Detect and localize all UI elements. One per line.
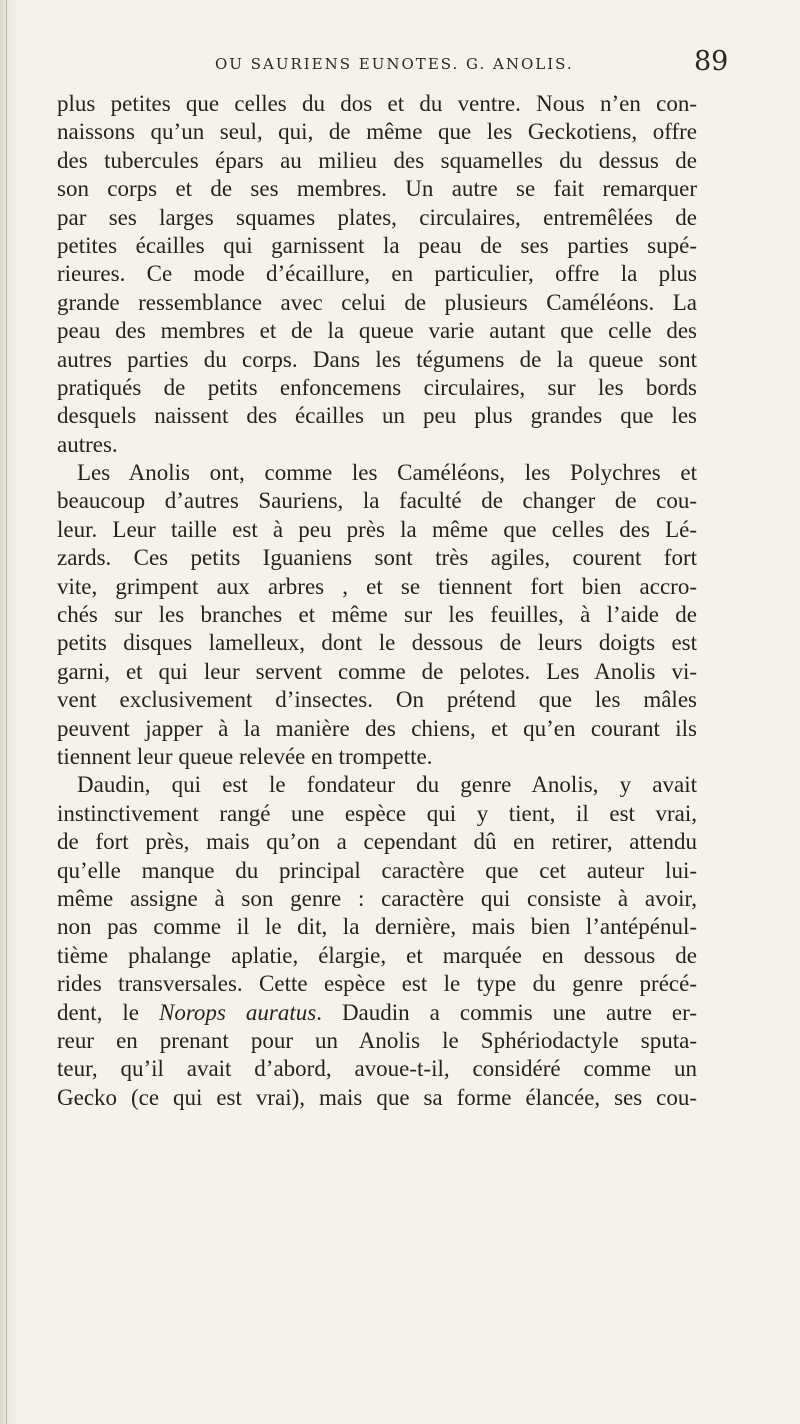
text-line: desquels naissent des écailles un peu plus grandes que les <box>57 403 697 429</box>
text-line: pratiqués de petits enfoncemens circulaires, sur les bords <box>57 374 697 400</box>
text-line: non pas comme il le dit, la dernière, mais bien l’antépénul- <box>57 914 697 940</box>
text-line: naissons qu’un seul, qui, de même que les Geckotiens, offre <box>57 119 697 145</box>
text-line: teur, qu’il avait d’abord, avoue-t-il, considéré comme un <box>57 1056 697 1082</box>
text-line: son corps et de ses membres. Un autre se fait remarquer <box>57 176 697 202</box>
text-line: instinctivement rangé une espèce qui y tient, il est vrai, <box>57 800 697 826</box>
text-line: autres parties du corps. Dans les tégumens de la queue sont <box>57 346 697 372</box>
text-line: leur. Leur taille est à peu près la même que celles des Lé- <box>57 516 697 542</box>
text-line: rieures. Ce mode d’écaillure, en particulier, offre la plus <box>57 261 697 287</box>
text-line: tième phalange aplatie, élargie, et marquée en dessous de <box>57 942 697 968</box>
text-line: grande ressemblance avec celui de plusieurs Caméléons. La <box>57 289 697 315</box>
binding-edge <box>6 0 7 1424</box>
text-line: qu’elle manque du principal caractère que cet auteur lui- <box>57 857 697 883</box>
text-line: petites écailles qui garnissent la peau de ses parties supé- <box>57 232 697 258</box>
text-line: plus petites que celles du dos et du ventre. Nous n’en con- <box>57 91 697 116</box>
text-line: Daudin, qui est le fondateur du genre Anolis, y avait <box>77 772 697 798</box>
text-line: chés sur les branches et même sur les feuilles, à l’aide de <box>57 602 697 628</box>
text-fragment: . Daudin a commis une autre er- <box>316 999 697 1025</box>
text-line: rides transversales. Cette espèce est le type du genre précé- <box>57 971 697 997</box>
text-fragment: dent, le <box>57 999 139 1025</box>
text-line: même assigne à son genre : caractère qui consiste à avoir, <box>57 885 697 911</box>
text-line: vite, grimpent aux arbres , et se tiennent fort bien accro- <box>57 573 697 599</box>
text-line: des tubercules épars au milieu des squamelles du dessus de <box>57 147 697 173</box>
text-line: peau des membres et de la queue varie autant que celle des <box>57 318 697 344</box>
running-head: OU SAURIENS EUNOTES. G. ANOLIS. <box>215 55 574 73</box>
text-line: Les Anolis ont, comme les Caméléons, les Polychres et <box>77 460 697 486</box>
text-line: garni, et qui leur servent comme de pelotes. Les Anolis vi- <box>57 658 697 684</box>
text-line: de fort près, mais qu’on a cependant dû en retirer, attendu <box>57 829 697 855</box>
species-name: Norops auratus <box>158 999 317 1025</box>
text-line: autres. <box>57 431 118 457</box>
text-line: zards. Ces petits Iguaniens sont très agiles, courent fort <box>57 545 697 571</box>
page-gutter <box>0 0 16 1424</box>
text-line: par ses larges squames plates, circulaires, entremêlées de <box>57 204 697 230</box>
text-line: vent exclusivement d’insectes. On prétend que les mâles <box>57 687 697 713</box>
body-text <box>57 90 697 1112</box>
text-line: peuvent japper à la manière des chiens, et qu’en courant ils <box>57 715 697 741</box>
text-line: tiennent leur queue relevée en trompette. <box>57 743 433 769</box>
page-number: 89 <box>694 46 729 77</box>
text-line: petits disques lamelleux, dont le dessous de leurs doigts est <box>57 630 697 656</box>
text-line: beaucoup d’autres Sauriens, la faculté de changer de cou- <box>57 488 697 514</box>
text-line: Gecko (ce qui est vrai), mais que sa forme élancée, ses cou- <box>57 1084 697 1110</box>
text-line: reur en prenant pour un Anolis le Sphériodactyle sputa- <box>57 1027 697 1053</box>
text-line <box>57 999 697 1027</box>
